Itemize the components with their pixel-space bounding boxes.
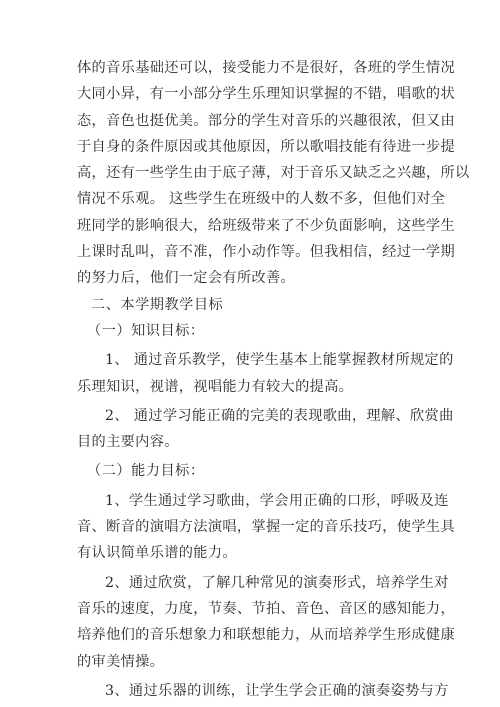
paragraph-line: 1、 通过音乐教学，使学生基本上能掌握教材所规定的 [105,352,454,369]
paragraph-line: 上课时乱叫，音不准，作小动作等。但我相信，经过一学期 [77,244,455,261]
paragraph-line: 体的音乐基础还可以，接受能力不是很好，各班的学生情况 [77,60,455,76]
knowledge-goal-1 [77,347,454,400]
paragraph-line: 1、学生通过学习歌曲，学会用正确的口形，呼吸及连 [105,492,449,509]
paragraph-line: 乐理知识，视谱，视唱能力有较大的提高。 [77,378,354,395]
paragraph-line: 2、 通过学习能正确的完美的表现歌曲，理解、欣赏曲 [105,407,454,424]
paragraph-line: 目的主要内容。 [77,434,179,451]
paragraph-line: 音乐的速度，力度，节奏、节拍、音色、音区的感知能力， [77,600,455,617]
paragraph-line: 大同小异，有一小部分学生乐理知识掌握的不错，唱歌的状 [77,86,455,103]
paragraph-line: 态，音色也挺优美。部分的学生对音乐的兴趣很浓，但又由 [77,112,455,129]
paragraph-line: 高，还有一些学生由于底子薄，对于音乐又缺乏之兴趣，所以 [77,165,470,182]
paragraph-line: 培养他们的音乐想象力和联想能力，从而培养学生形成健康 [77,627,455,644]
paragraph-line: 于自身的条件原因或其他原因，所以歌唱技能有待进一步提 [77,138,455,155]
ability-goals-heading: （二）能力目标： [87,463,205,480]
paragraph-line: 班同学的影响很大，给班级带来了不少负面影响，这些学生 [77,217,455,234]
document-body [77,55,470,704]
paragraph-line: 的审美情操。 [77,653,165,670]
section-heading: 二、本学期教学目标 [91,296,224,313]
paragraph-line: 2、通过欣赏，了解几种常见的演奏形式，培养学生对 [105,574,449,591]
ability-goal-2 [77,570,455,675]
knowledge-goal-2 [77,403,454,456]
intro-paragraph [77,55,470,292]
knowledge-goals-heading: （一）知识目标： [87,322,205,339]
ability-goal-3 [77,678,449,704]
paragraph-line: 音、断音的演唱方法演唱，掌握一定的音乐技巧，使学生具 [77,519,455,536]
ability-goal-1 [77,488,455,567]
paragraph-line: 3、通过乐器的训练，让学生学会正确的演奏姿势与方 [105,682,449,699]
paragraph-line: 有认识简单乐谱的能力。 [77,545,237,562]
paragraph-line: 情况不乐观。 这些学生在班级中的人数不多，但他们对全 [77,191,446,208]
paragraph-line: 的努力后，他们一定会有所改善。 [77,270,296,287]
